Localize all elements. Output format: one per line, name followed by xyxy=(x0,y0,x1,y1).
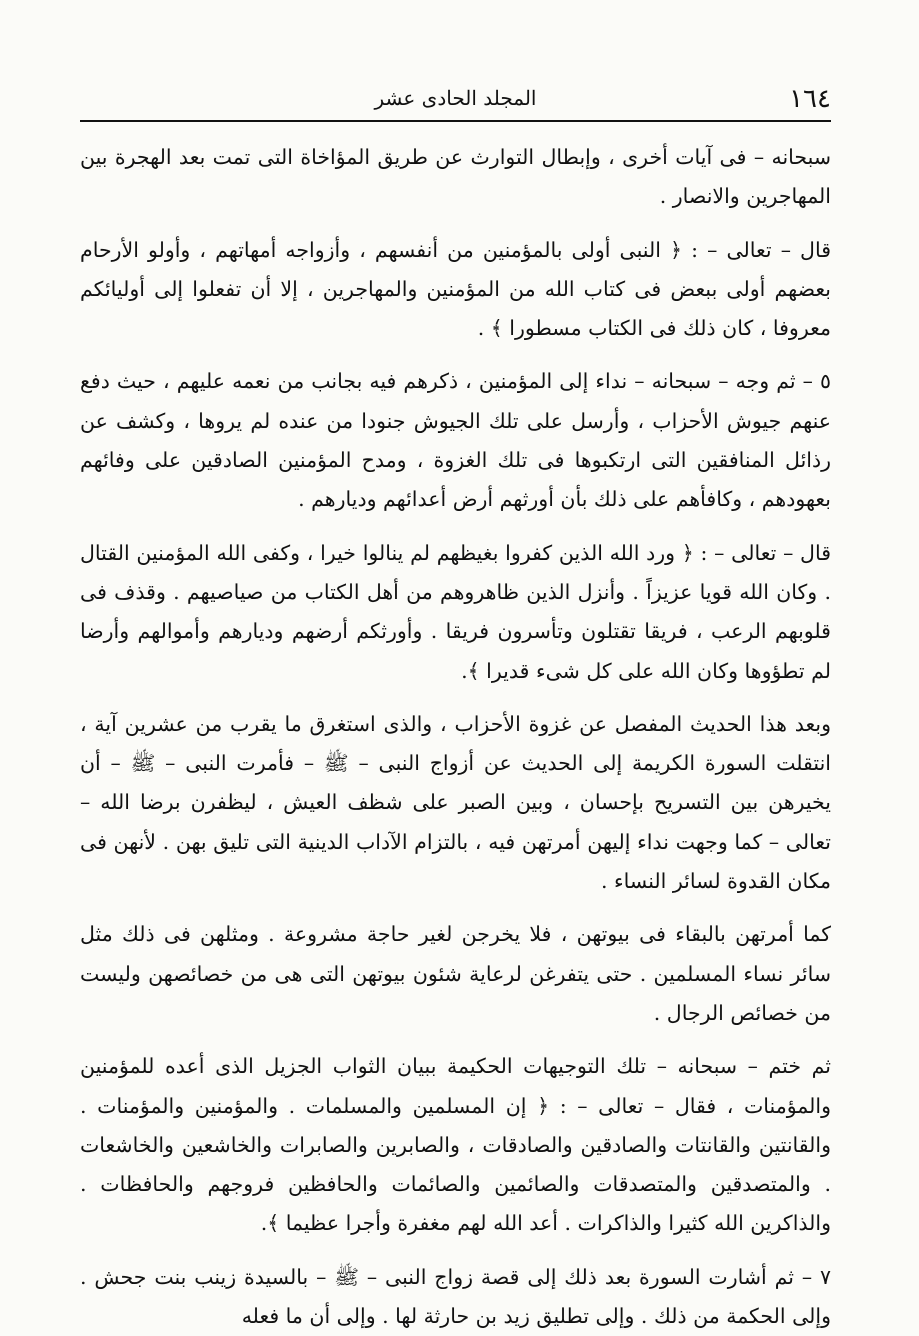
page-body xyxy=(80,138,831,1336)
paragraph: كما أمرتهن بالبقاء فى بيوتهن ، فلا يخرجن لغير حاجة مشروعة . ومثلهن فى ذلك مثل سائر نساء المسلمين . حتى يتفرغن لرعاية شئون بيوتهن التى هى من خصائصهن وليست من خصائص الرجال . xyxy=(80,922,831,1025)
quran-quote-paragraph: قال – تعالى – : ﴿ النبى أولى بالمؤمنين من أنفسهم ، وأزواجه أمهاتهم ، وأولو الأرحام بعضهم أولى ببعض فى كتاب الله من المؤمنين والمهاجرين ، إلا أن تفعلوا إلى أوليائكم معروفا ، كان ذلك فى الكتاب مسطورا ﴾ . xyxy=(80,237,831,341)
paragraph: ٧ – ثم أشارت السورة بعد ذلك إلى قصة زواج النبى – ﷺ – بالسيدة زينب بنت جحش . وإلى الحكمة من ذلك . وإلى تطليق زيد بن حارثة لها . وإلى أن ما فعله xyxy=(80,1264,831,1329)
quran-quote-paragraph: قال – تعالى – : ﴿ ورد الله الذين كفروا بغيظهم لم ينالوا خيرا ، وكفى الله المؤمنين القتال . وكان الله قويا عزيزاً . وأنزل الذين ظاهروهم من أهل الكتاب من صياصيهم . وقذف فى قلوبهم الرعب ، فريقا تقتلون وتأسرون فريقا . وأورثكم أرضهم وديارهم وأموالهم وأرضا لم تطؤوها وكان الله على كل شىء قديرا ﴾. xyxy=(80,540,831,683)
paragraph: سبحانه – فى آيات أخرى ، وإبطال التوارث عن طريق المؤاخاة التى تمت بعد الهجرة بين المهاجرين والانصار . xyxy=(80,145,831,209)
running-title: المجلد الحادى عشر xyxy=(374,86,537,110)
page-header xyxy=(80,80,831,122)
paragraph: وبعد هذا الحديث المفصل عن غزوة الأحزاب ، والذى استغرق ما يقرب من عشرين آية ، انتقلت السورة الكريمة إلى الحديث عن أزواج النبى – ﷺ – فأمرت النبى – ﷺ – أن يخيرهن بين التسريح بإحسان ، وبين الصبر على شظف العيش ، ليظفرن برضا الله – تعالى – كما وجهت نداء إليهن أمرتهن فيه ، بالتزام الآداب الدينية التى تليق بهن . لأنهن فى مكان القدوة لسائر النساء . xyxy=(80,711,831,894)
quran-quote-paragraph: ثم ختم – سبحانه – تلك التوجيهات الحكيمة ببيان الثواب الجزيل الذى أعده للمؤمنين والمؤمنات ، فقال – تعالى – : ﴿ إن المسلمين والمسلمات . والمؤمنين والمؤمنات . والقانتين والقانتات والصادقين والصادقات ، والصابرين والصابرات والخاشعين والخاشعات . والمتصدقين والمتصدقات والصائمين والصائمات والحافظين فروجهم والحافظات . والذاكرين الله كثيرا والذاكرات . أعد الله لهم مغفرة وأجرا عظيما ﴾. xyxy=(80,1054,831,1236)
page-number: ١٦٤ xyxy=(789,84,831,114)
paragraph: ٥ – ثم وجه – سبحانه – نداء إلى المؤمنين ، ذكرهم فيه بجانب من نعمه عليهم ، حيث دفع عنهم جيوش الأحزاب ، وأرسل على تلك الجيوش جنودا من عنده لم يروها ، وكشف عن رذائل المنافقين التى ارتكبوها فى تلك الغزوة ، ومدح المؤمنين الصادقين على وفائهم بعهودهم ، وكافأهم على ذلك بأن أورثهم أرض أعدائهم وديارهم . xyxy=(80,369,831,512)
